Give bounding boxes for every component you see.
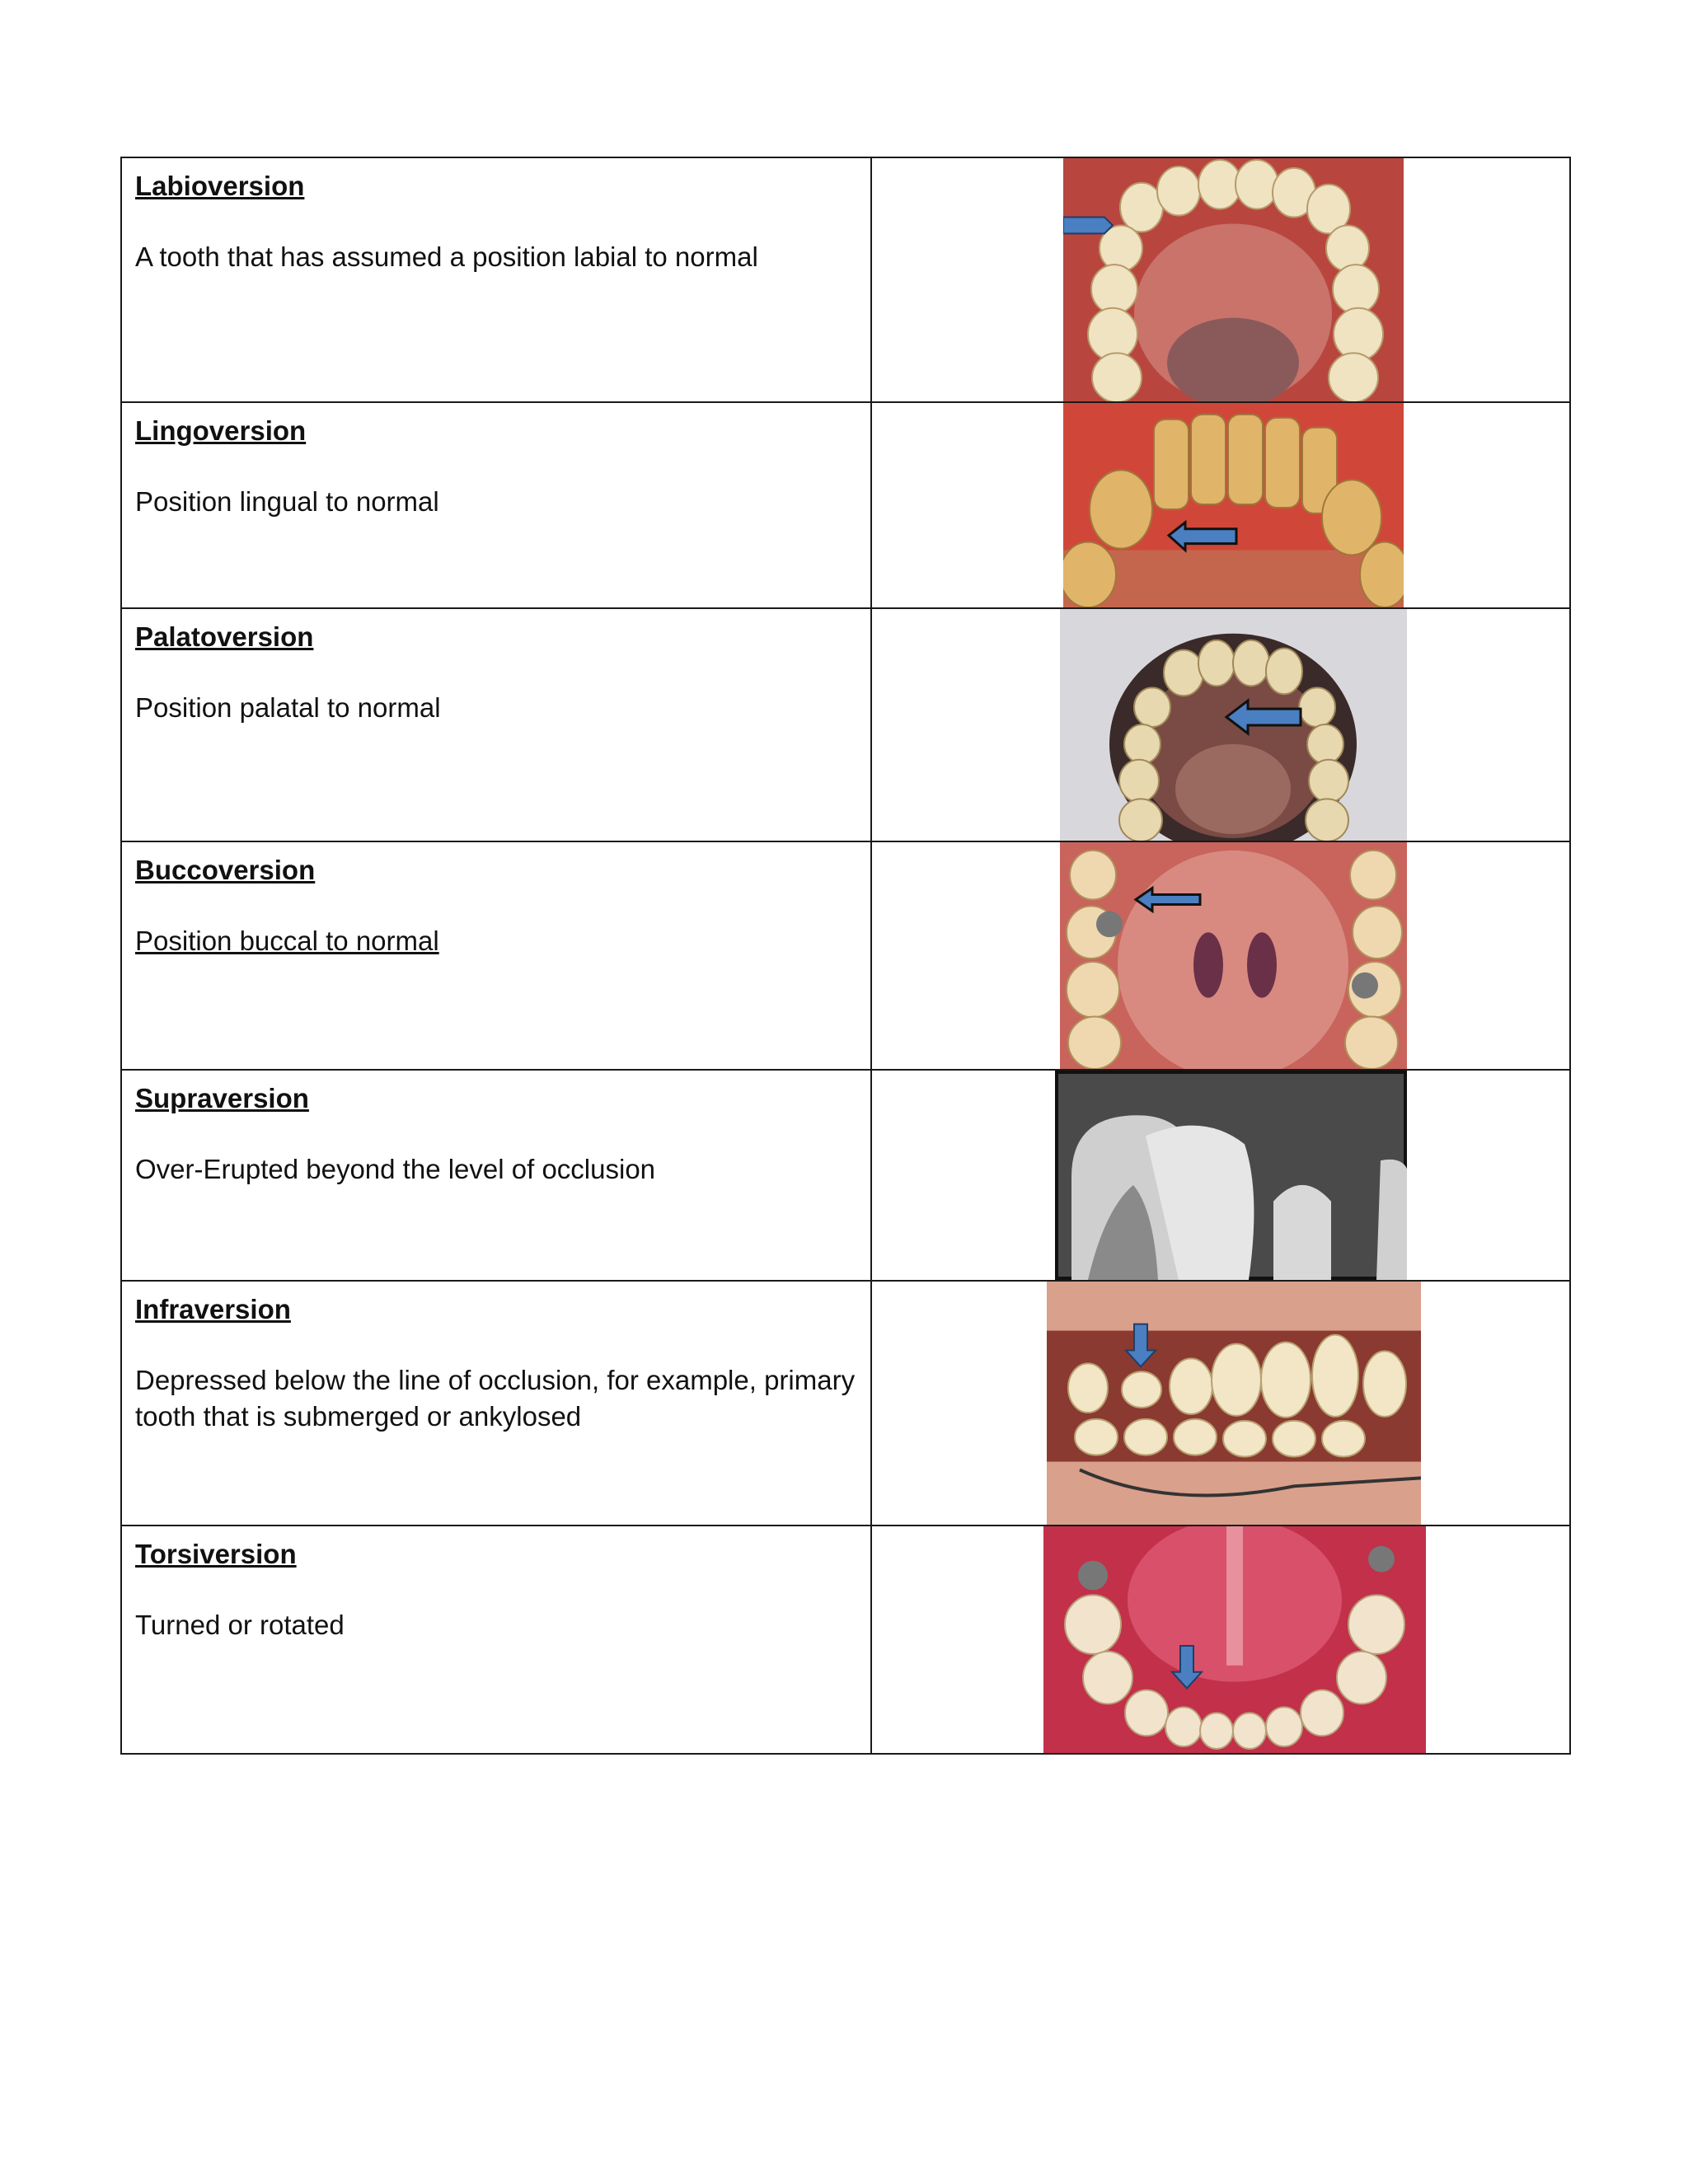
maxillary-arch-photo [1063,158,1404,401]
mandibular-anterior-photo [1063,403,1404,607]
photo-cell [871,841,1570,1070]
table-row [121,608,1570,841]
term-title: Labioversion [135,171,305,201]
table-row [121,157,1570,402]
mandibular-arch-photo [1043,1526,1426,1753]
term-description: Over-Erupted beyond the level of occlusion [135,1154,656,1184]
photo-cell [871,608,1570,841]
text-cell [121,157,871,402]
term-description: Position buccal to normal [135,926,439,956]
term-description: A tooth that has assumed a position labial to normal [135,241,758,272]
term-title: Torsiversion [135,1539,297,1569]
term-title: Infraversion [135,1294,291,1324]
text-cell [121,841,871,1070]
photo-cell [871,402,1570,608]
text-cell [121,402,871,608]
term-description: Position palatal to normal [135,692,441,723]
right-arrow-icon [1063,218,1113,234]
term-description: Turned or rotated [135,1610,345,1640]
term-title: Buccoversion [135,855,316,885]
photo-cell [871,157,1570,402]
term-description: Depressed below the line of occlusion, for example, primary tooth that is submerged or ankylosed [135,1365,856,1432]
term-description: Position lingual to normal [135,486,439,517]
lateral-occlusion-photo [1047,1282,1421,1525]
text-cell [121,608,871,841]
photo-cell [871,1526,1570,1754]
term-title: Lingoversion [135,415,307,446]
text-cell [121,1070,871,1281]
radiograph-image [1055,1071,1407,1280]
table-row [121,402,1570,608]
photo-cell [871,1281,1570,1526]
table-row [121,1281,1570,1526]
table-row [121,1526,1570,1754]
table-row [121,1070,1570,1281]
text-cell [121,1526,871,1754]
photo-cell [871,1070,1570,1281]
maxillary-arch-retracted-photo [1060,609,1407,841]
term-title: Supraversion [135,1083,309,1113]
term-title: Palatoversion [135,621,314,652]
text-cell [121,1281,871,1526]
palate-photo [1060,842,1407,1069]
table-row [121,841,1570,1070]
version-table [120,157,1571,1755]
